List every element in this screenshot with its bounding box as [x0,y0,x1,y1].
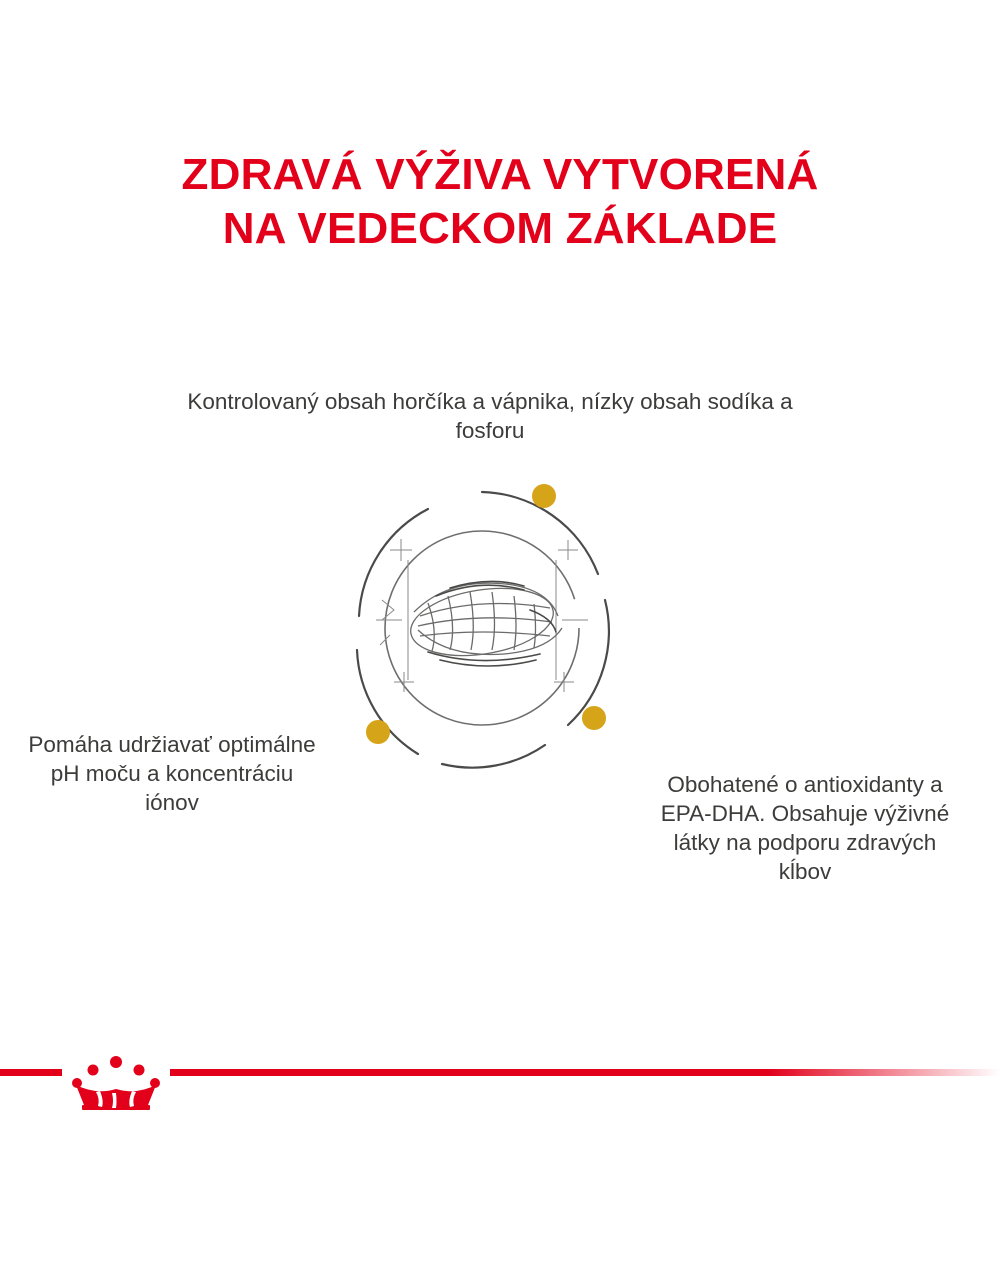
page-title [0,148,1000,256]
accent-dot-right [582,706,606,730]
callout-top-text: Kontrolovaný obsah horčíka a vápnika, nízky obsah sodíka a fosforu [187,389,793,443]
callout-right-text: Obohatené o antioxidanty a EPA-DHA. Obsahuje výživné látky na podporu zdravých kĺbov [660,772,950,884]
accent-dot-left [366,720,390,744]
royal-canin-crown-logo [66,1055,166,1111]
footer-band [0,1055,1000,1089]
page-title-line-1: ZDRAVÁ VÝŽIVA VYTVORENÁ [181,150,819,199]
callout-left-text: Pomáha udržiavať optimálne pH moču a koncentráciu iónov [28,732,316,815]
page-title-line-2: NA VEDECKOM ZÁKLADE [222,204,778,253]
kibble-diagram [332,470,632,810]
footer-rule-left [0,1069,62,1076]
accent-dot-top [532,484,556,508]
footer-rule-right [170,1069,1000,1076]
